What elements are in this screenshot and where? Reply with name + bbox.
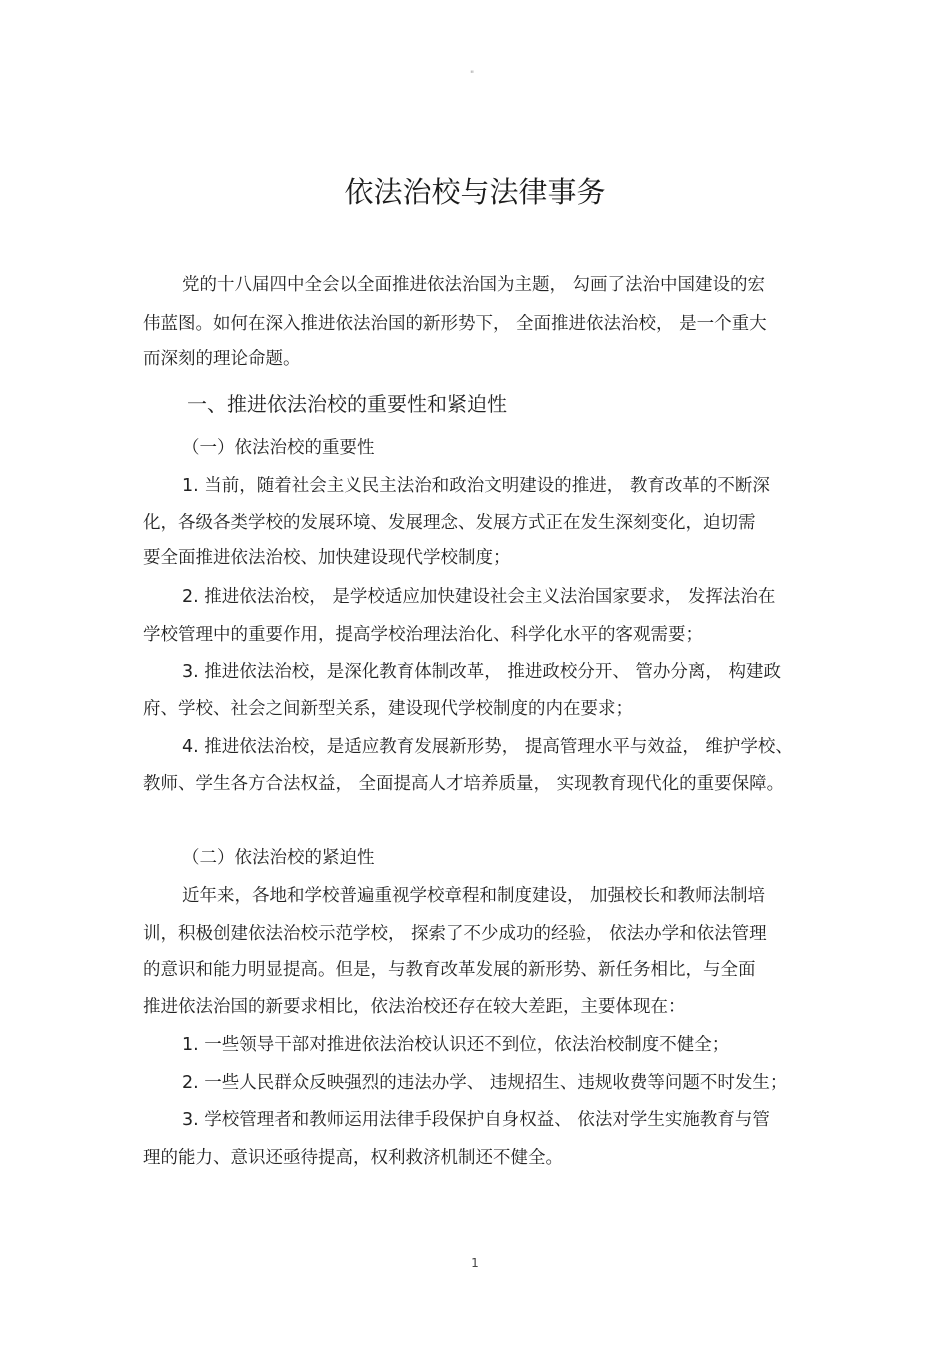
document-title: 依法治校与法律事务: [344, 175, 606, 209]
paragraph-line: 府、学校、社会之间新型关系，建设现代学校制度的内在要求；: [143, 699, 633, 719]
paragraph-line: 3. 学校管理者和教师运用法律手段保护自身权益、 依法对学生实施教育与管: [182, 1110, 770, 1130]
intro-line: 伟蓝图。如何在深入推进依法治国的新形势下， 全面推进依法治校， 是一个重大: [143, 314, 767, 334]
paragraph-line: 教师、学生各方合法权益， 全面提高人才培养质量， 实现教育现代化的重要保障。: [143, 774, 785, 794]
paragraph-line: 训，积极创建依法治校示范学校， 探索了不少成功的经验， 依法办学和依法管理: [143, 924, 767, 944]
paragraph-line: 要全面推进依法治校、加快建设现代学校制度；: [143, 548, 511, 568]
header-mark: ": [470, 70, 475, 80]
paragraph-line: 化，各级各类学校的发展环境、发展理念、发展方式正在发生深刻变化，迫切需: [143, 513, 756, 533]
paragraph-line: 学校管理中的重要作用，提高学校治理法治化、科学化水平的客观需要；: [143, 625, 703, 645]
paragraph-line: 4. 推进依法治校，是适应教育发展新形势， 提高管理水平与效益， 维护学校、: [182, 737, 793, 757]
subsection-heading: （一）依法治校的重要性: [182, 438, 375, 458]
paragraph-line: 理的能力、意识还亟待提高，权利救济机制还不健全。: [143, 1148, 563, 1168]
intro-line: 而深刻的理论命题。: [143, 349, 301, 369]
paragraph-line: 1. 一些领导干部对推进依法治校认识还不到位，依法治校制度不健全；: [182, 1035, 730, 1055]
intro-line: 党的十八届四中全会以全面推进依法治国为主题， 勾画了法治中国建设的宏: [182, 275, 766, 295]
subsection-heading: （二）依法治校的紧迫性: [182, 848, 375, 868]
paragraph-line: 3. 推进依法治校，是深化教育体制改革， 推进政校分开、 管办分离， 构建政: [182, 662, 781, 682]
paragraph-line: 近年来，各地和学校普遍重视学校章程和制度建设， 加强校长和教师法制培: [182, 886, 766, 906]
section-heading: 一、推进依法治校的重要性和紧迫性: [187, 392, 507, 416]
paragraph-line: 的意识和能力明显提高。但是，与教育改革发展的新形势、新任务相比，与全面: [143, 960, 756, 980]
page-number: 1: [471, 1256, 479, 1270]
paragraph-line: 1. 当前，随着社会主义民主法治和政治文明建设的推进， 教育改革的不断深: [182, 476, 770, 496]
paragraph-line: 推进依法治国的新要求相比，依法治校还存在较大差距，主要体现在：: [143, 997, 686, 1017]
paragraph-line: 2. 推进依法治校， 是学校适应加快建设社会主义法治国家要求， 发挥法治在: [182, 587, 776, 607]
paragraph-line: 2. 一些人民群众反映强烈的违法办学、 违规招生、违规收费等问题不时发生；: [182, 1073, 788, 1093]
